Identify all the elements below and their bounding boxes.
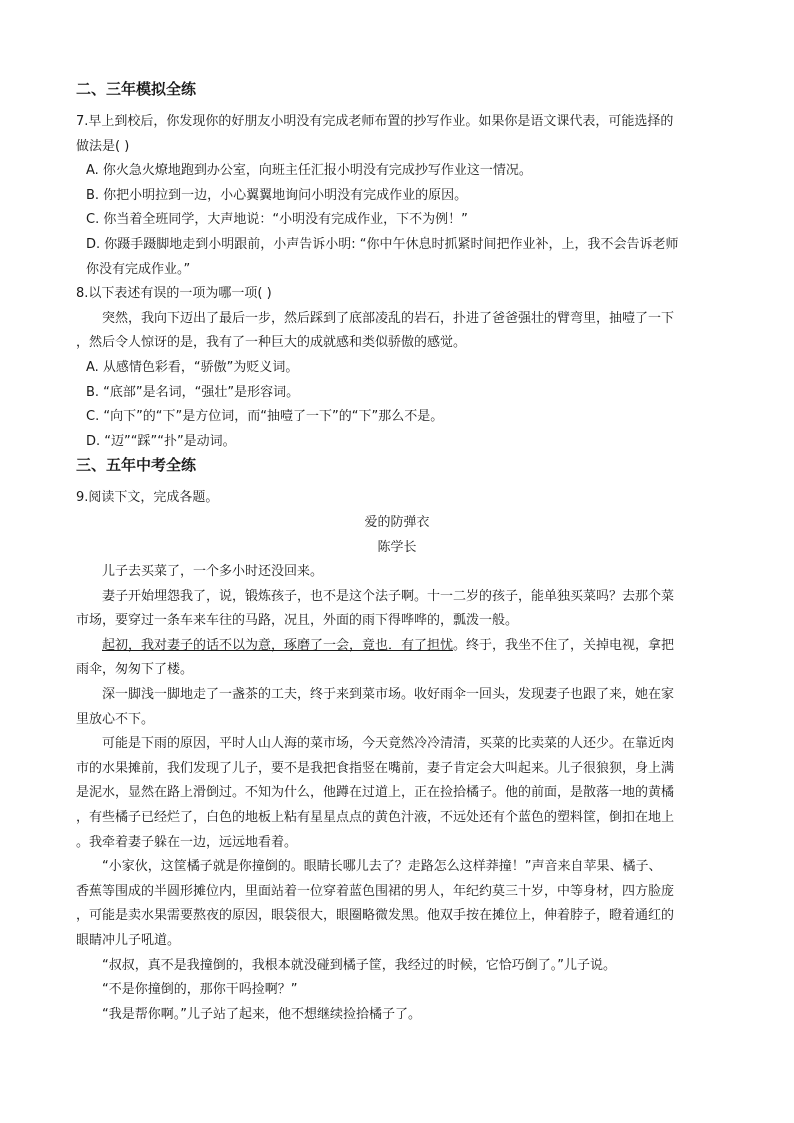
underlined-sentence: 起初，我对妻子的话不以为意，琢磨了一会，竟也．有了担忧 [102,637,454,653]
paragraph-6-line-3: ，可能是卖水果需要熬夜的原因，眼袋很大，眼圈略微发黑。他双手按在摊位上，伸着脖子，瞪着通红的 [76,908,675,924]
paragraph-7: “叔叔，真不是我撞倒的，我根本就没碰到橘子筐，我经过的时候，它恰巧倒了。”儿子说。 [102,957,616,973]
q8-option-b: B. “底部”是名词，“强壮”是形容词。 [86,384,300,400]
q8-passage-line-1: 突然，我向下迈出了最后一步，然后踩到了底部凌乱的岩石，扑进了爸爸强壮的臂弯里，抽噎了一下 [102,310,675,326]
q7-option-a: A. 你火急火燎地跑到办公室，向班主任汇报小明没有完成抄写作业这一情况。 [86,163,532,179]
paragraph-2-line-2: 市场，要穿过一条车来车往的马路，况且，外面的雨下得哗哗的，瓢泼一般。 [76,613,519,629]
paragraph-1: 儿子去买菜了，一个多小时还没回来。 [102,564,324,580]
paragraph-5-line-4: ，有些橘子已经烂了，白色的地板上粘有星星点点的黄色汁液，不远处还有个蓝色的塑料筐，倒扣在地上 [76,810,675,826]
q8-option-a: A. 从感情色彩看，“骄傲”为贬义词。 [86,359,299,375]
paragraph-5-line-3: 是泥水，显然在路上滑倒过。不知为什么，他蹲在过道上，正在捡拾橘子。他的前面，是散落一地的黄橘 [76,785,675,801]
paragraph-5-line-1: 可能是下雨的原因，平时人山人海的菜市场，今天竟然冷冷清清，买菜的比卖菜的人还少。在靠近肉 [102,736,675,752]
q9-stem: 9.阅读下文，完成各题。 [76,490,219,506]
q8-stem: 8.以下表述有误的一项为哪一项( ) [76,286,272,302]
section-3-heading: 三、五年中考全练 [76,456,197,475]
paragraph-6-line-4: 眼睛冲儿子吼道。 [76,933,181,948]
paragraph-8: “不是你撞倒的，那你干吗捡啊？” [102,982,298,998]
paragraph-4-line-1: 深一脚浅一脚地走了一盏茶的工夫，终于来到菜市场。收好雨伞一回头，发现妻子也跟了来，她在家 [102,687,675,703]
document-content [76,78,718,1027]
paragraph-6-line-2: 香蕉等围成的半圆形摊位内，里面站着一位穿着蓝色围裙的男人，年纪约莫三十岁，中等身材，四方脸庞 [76,883,675,899]
article-title: 爱的防弹衣 [364,514,430,530]
question-8 [76,282,718,454]
q8-option-d: D. “迈”“踩”“扑”是动词。 [86,433,236,449]
paragraph-6-line-1: “小家伙，这筐橘子就是你撞倒的。眼睛长哪儿去了？走路怎么这样莽撞！”声音来自苹果、橘子、 [102,859,662,875]
paragraph-9: “我是帮你啊。”儿子站了起来，他不想继续捡拾橘子了。 [102,1006,421,1022]
question-7 [76,110,718,282]
q7-option-d-continued: 你没有完成作业。” [86,261,191,277]
q7-stem-line-2: 做法是( ) [76,138,130,154]
paragraph-5-line-5: 。我牵着妻子躲在一边，远远地看着。 [76,834,298,850]
paragraph-3-rest: 。终于，我坐不住了，关掉电视，拿把 [453,637,675,653]
q8-option-c: C. “向下”的“下”是方位词，而“抽噎了一下”的“下”那么不是。 [86,409,444,425]
paragraph-5-line-2: 市的水果摊前，我们发现了儿子，要不是我把食指竖在嘴前，妻子肯定会大叫起来。儿子很狼狈，身上满 [76,760,675,776]
section-2-heading: 二、三年模拟全练 [76,80,197,98]
question-9 [76,486,718,1027]
q7-option-c: C. 你当着全班同学，大声地说：“小明没有完成作业，下不为例！” [86,212,468,228]
paragraph-4-line-2: 里放心不下。 [76,711,155,727]
q7-stem-line-1: 7.早上到校后，你发现你的好朋友小明没有完成老师布置的抄写作业。如果你是语文课代表，可能选择的 [76,114,674,129]
q7-option-b: B. 你把小明拉到一边，小心翼翼地询问小明没有完成作业的原因。 [86,187,468,203]
article-author: 陈学长 [377,539,417,555]
paragraph-2-line-1: 妻子开始埋怨我了，说，锻炼孩子，也不是这个法子啊。十一二岁的孩子，能单独买菜吗？去那个菜 [102,588,675,604]
paragraph-3-line-2: 雨伞，匆匆下了楼。 [76,662,194,678]
q8-passage-line-2: ，然后令人惊讶的是，我有了一种巨大的成就感和类似骄傲的感觉。 [76,335,467,351]
paragraph-3-line-1 [76,634,718,659]
q7-option-d: D. 你蹑手蹑脚地走到小明跟前，小声告诉小明: “你中午休息时抓紧时间把作业补，上，我不会告诉老师 [86,236,679,252]
